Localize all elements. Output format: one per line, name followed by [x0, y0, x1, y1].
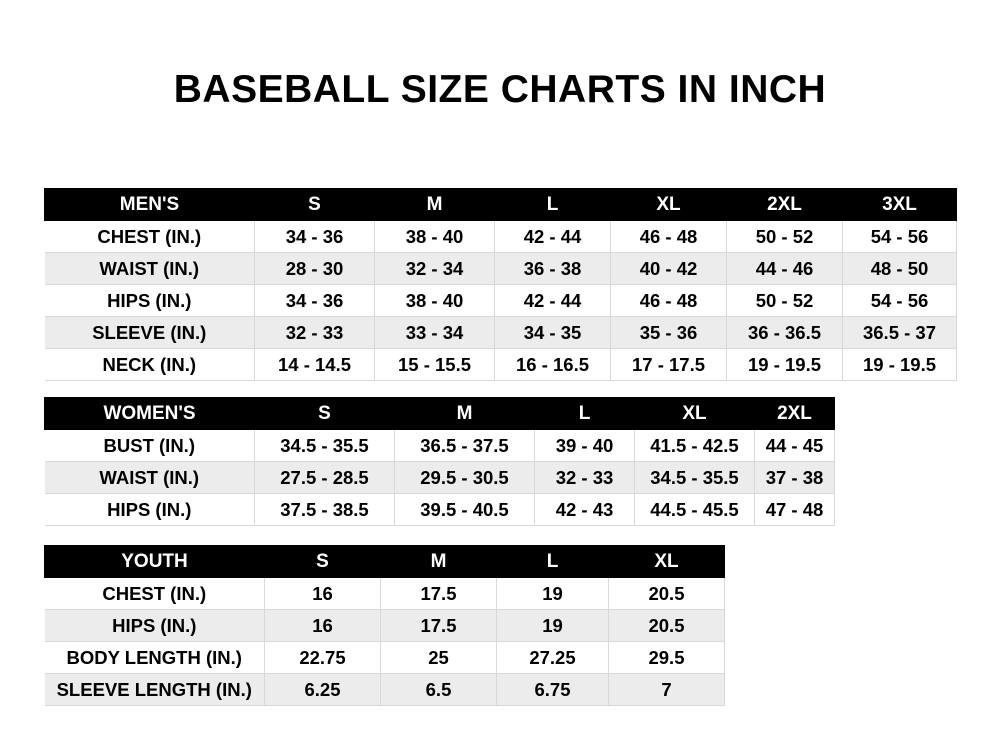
cell-value: 15 - 15.5: [375, 349, 495, 381]
row-label: BODY LENGTH (IN.): [45, 642, 265, 674]
cell-value: 34 - 35: [495, 317, 611, 349]
cell-value: 54 - 56: [843, 285, 957, 317]
youth-header-category: YOUTH: [45, 546, 265, 578]
mens-header-l: L: [495, 189, 611, 221]
mens-table-body: [45, 221, 957, 381]
cell-value: 42 - 44: [495, 285, 611, 317]
table-row: [45, 285, 957, 317]
youth-header-s: S: [265, 546, 381, 578]
cell-value: 29.5 - 30.5: [395, 462, 535, 494]
mens-header-xl: XL: [611, 189, 727, 221]
cell-value: 41.5 - 42.5: [635, 430, 755, 462]
table-row: [45, 642, 725, 674]
youth-header-m: M: [381, 546, 497, 578]
row-label: HIPS (IN.): [45, 285, 255, 317]
table-row: [45, 462, 835, 494]
table-row: [45, 494, 835, 526]
youth-table-body: [45, 578, 725, 706]
row-label: BUST (IN.): [45, 430, 255, 462]
cell-value: 44 - 45: [755, 430, 835, 462]
cell-value: 16 - 16.5: [495, 349, 611, 381]
cell-value: 46 - 48: [611, 285, 727, 317]
row-label: CHEST (IN.): [45, 221, 255, 253]
cell-value: 22.75: [265, 642, 381, 674]
table-row: [45, 578, 725, 610]
cell-value: 38 - 40: [375, 221, 495, 253]
mens-size-table: [44, 188, 957, 381]
cell-value: 42 - 43: [535, 494, 635, 526]
cell-value: 20.5: [609, 610, 725, 642]
table-row: [45, 674, 725, 706]
cell-value: 14 - 14.5: [255, 349, 375, 381]
womens-header-xl: XL: [635, 398, 755, 430]
cell-value: 36 - 36.5: [727, 317, 843, 349]
cell-value: 34.5 - 35.5: [635, 462, 755, 494]
womens-header-m: M: [395, 398, 535, 430]
row-label: WAIST (IN.): [45, 253, 255, 285]
cell-value: 44 - 46: [727, 253, 843, 285]
womens-table-body: [45, 430, 835, 526]
cell-value: 19 - 19.5: [843, 349, 957, 381]
cell-value: 17.5: [381, 610, 497, 642]
row-label: NECK (IN.): [45, 349, 255, 381]
womens-header-2xl: 2XL: [755, 398, 835, 430]
cell-value: 25: [381, 642, 497, 674]
mens-header-category: MEN'S: [45, 189, 255, 221]
cell-value: 28 - 30: [255, 253, 375, 285]
cell-value: 6.75: [497, 674, 609, 706]
youth-table-header: [45, 546, 725, 578]
cell-value: 6.25: [265, 674, 381, 706]
womens-header-l: L: [535, 398, 635, 430]
cell-value: 39.5 - 40.5: [395, 494, 535, 526]
row-label: HIPS (IN.): [45, 610, 265, 642]
cell-value: 54 - 56: [843, 221, 957, 253]
cell-value: 27.25: [497, 642, 609, 674]
cell-value: 39 - 40: [535, 430, 635, 462]
row-label: WAIST (IN.): [45, 462, 255, 494]
cell-value: 50 - 52: [727, 221, 843, 253]
table-row: [45, 430, 835, 462]
row-label: SLEEVE LENGTH (IN.): [45, 674, 265, 706]
cell-value: 7: [609, 674, 725, 706]
womens-size-table: [44, 397, 835, 526]
cell-value: 44.5 - 45.5: [635, 494, 755, 526]
row-label: CHEST (IN.): [45, 578, 265, 610]
cell-value: 36.5 - 37: [843, 317, 957, 349]
cell-value: 40 - 42: [611, 253, 727, 285]
cell-value: 32 - 34: [375, 253, 495, 285]
cell-value: 17.5: [381, 578, 497, 610]
cell-value: 27.5 - 28.5: [255, 462, 395, 494]
cell-value: 29.5: [609, 642, 725, 674]
youth-size-table: [44, 545, 725, 706]
womens-header-category: WOMEN'S: [45, 398, 255, 430]
cell-value: 16: [265, 610, 381, 642]
cell-value: 37 - 38: [755, 462, 835, 494]
row-label: SLEEVE (IN.): [45, 317, 255, 349]
cell-value: 34 - 36: [255, 285, 375, 317]
cell-value: 17 - 17.5: [611, 349, 727, 381]
cell-value: 36.5 - 37.5: [395, 430, 535, 462]
youth-header-l: L: [497, 546, 609, 578]
cell-value: 33 - 34: [375, 317, 495, 349]
cell-value: 19: [497, 610, 609, 642]
table-row: [45, 349, 957, 381]
table-header-row: [45, 398, 835, 430]
cell-value: 37.5 - 38.5: [255, 494, 395, 526]
cell-value: 35 - 36: [611, 317, 727, 349]
cell-value: 34.5 - 35.5: [255, 430, 395, 462]
womens-header-s: S: [255, 398, 395, 430]
table-row: [45, 253, 957, 285]
cell-value: 50 - 52: [727, 285, 843, 317]
cell-value: 16: [265, 578, 381, 610]
cell-value: 36 - 38: [495, 253, 611, 285]
cell-value: 48 - 50: [843, 253, 957, 285]
cell-value: 6.5: [381, 674, 497, 706]
table-row: [45, 221, 957, 253]
mens-header-s: S: [255, 189, 375, 221]
womens-table-header: [45, 398, 835, 430]
table-header-row: [45, 546, 725, 578]
mens-header-2xl: 2XL: [727, 189, 843, 221]
cell-value: 20.5: [609, 578, 725, 610]
table-row: [45, 610, 725, 642]
mens-header-m: M: [375, 189, 495, 221]
cell-value: 47 - 48: [755, 494, 835, 526]
cell-value: 32 - 33: [535, 462, 635, 494]
cell-value: 46 - 48: [611, 221, 727, 253]
table-row: [45, 317, 957, 349]
table-header-row: [45, 189, 957, 221]
mens-header-3xl: 3XL: [843, 189, 957, 221]
cell-value: 42 - 44: [495, 221, 611, 253]
youth-header-xl: XL: [609, 546, 725, 578]
cell-value: 34 - 36: [255, 221, 375, 253]
cell-value: 19 - 19.5: [727, 349, 843, 381]
mens-table-header: [45, 189, 957, 221]
page-title: BASEBALL SIZE CHARTS IN INCH: [173, 68, 827, 111]
cell-value: 38 - 40: [375, 285, 495, 317]
cell-value: 19: [497, 578, 609, 610]
cell-value: 32 - 33: [255, 317, 375, 349]
row-label: HIPS (IN.): [45, 494, 255, 526]
